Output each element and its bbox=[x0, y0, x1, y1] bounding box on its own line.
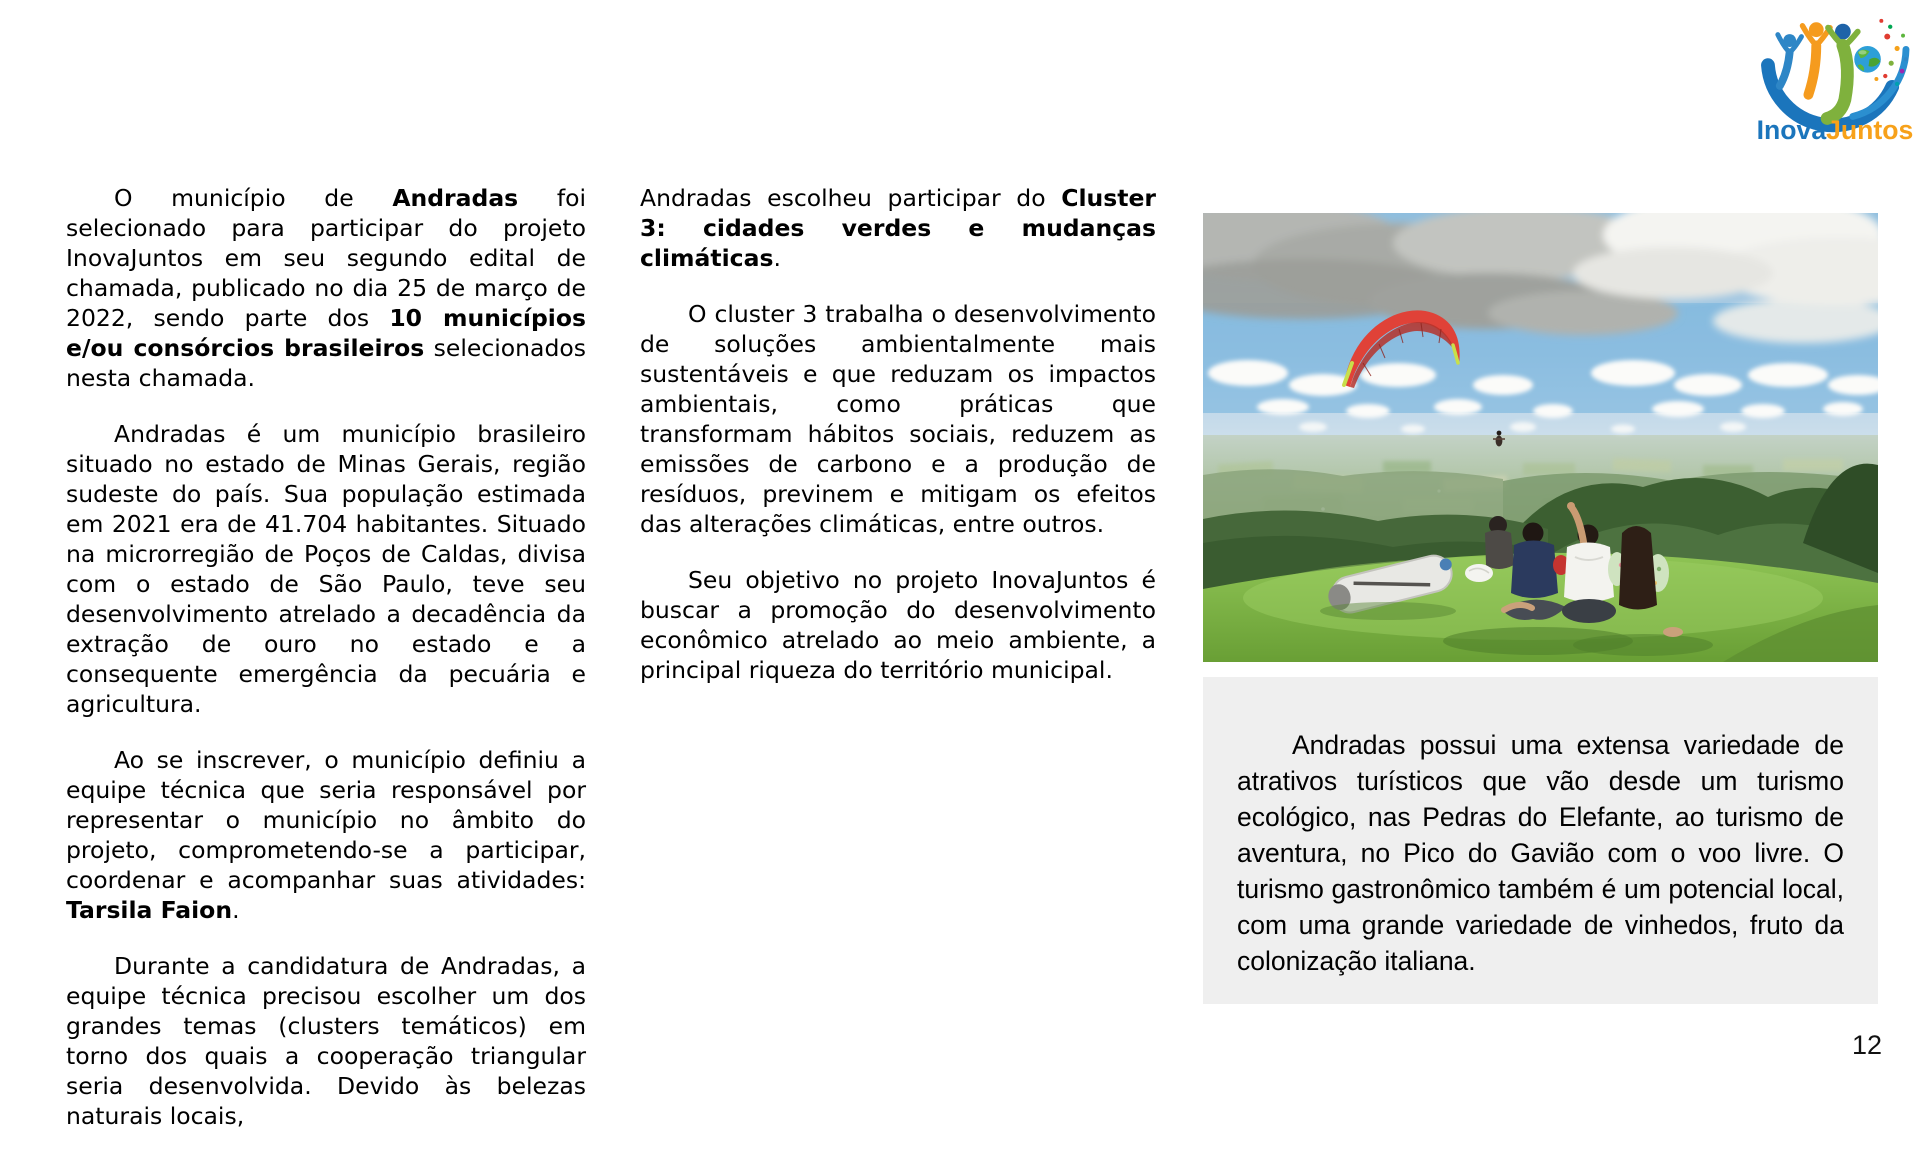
logo-wordmark bbox=[1757, 115, 1914, 145]
middle-text-column bbox=[640, 183, 1156, 711]
text-run-bold: Cluster 3: cidades verdes e mudanças climáticas bbox=[640, 184, 1156, 272]
text-run: Ao se inscrever, o município definiu a equipe técnica que seria responsável por representar o município no âmbito do projeto, comprometendo-se a participar, coordenar e acompanhar suas atividades: bbox=[66, 746, 586, 894]
logo-wordmark-inova: Inova bbox=[1756, 115, 1827, 146]
text-run: O cluster 3 trabalha o desenvolvimento de soluções ambientalmente mais sustentáveis e que reduzam os impactos ambientais, como práticas que transformam hábitos sociais, reduzem as emissões de carbono e a produção de resíduos, previnem e mitigam os efeitos das alterações climáticas, entre outros. bbox=[640, 300, 1156, 538]
text-run: Seu objetivo no projeto InovaJuntos é buscar a promoção do desenvolvimento econômico atrelado ao meio ambiente, a principal riqueza do território municipal. bbox=[640, 566, 1156, 684]
text-run: selecionados nesta chamada. bbox=[66, 334, 586, 392]
inovajuntos-logo bbox=[1756, 8, 1914, 148]
person-figure-green bbox=[1827, 24, 1858, 119]
paragraph bbox=[66, 745, 586, 925]
paragraph bbox=[66, 183, 586, 393]
left-text-column bbox=[66, 183, 586, 1157]
inovajuntos-logo-graphic bbox=[1756, 8, 1914, 148]
paragraph bbox=[66, 951, 586, 1131]
text-run-bold: Tarsila Faion bbox=[66, 896, 233, 924]
text-run: . bbox=[773, 244, 781, 272]
paragraph bbox=[640, 565, 1156, 685]
paragraph bbox=[640, 299, 1156, 539]
text-run: Durante a candidatura de Andradas, a equipe técnica precisou escolher um dos grandes temas (clusters temáticos) em torno dos quais a cooperação triangular seria desenvolvida. Devido às belezas naturais locais, bbox=[66, 952, 586, 1130]
text-run: foi selecionado para participar do projeto InovaJuntos em seu segundo edital de chamada, publicado no dia 25 de março de 2022, sendo parte dos bbox=[66, 184, 587, 332]
page-number: 12 bbox=[1851, 1030, 1882, 1060]
logo-wordmark-juntos: Juntos bbox=[1826, 115, 1914, 146]
globe-icon bbox=[1854, 46, 1881, 73]
text-run: Andradas escolheu participar do bbox=[640, 184, 1062, 212]
text-run: Andradas possui uma extensa variedade de atrativos turísticos que vão desde um turismo ecológico, nas Pedras do Elefante, ao turismo de aventura, no Pico do Gavião com o voo livre. O turismo gastronômico também é um potencial local, com uma grande variedade de vinhedos, fruto da colonização italiana. bbox=[1237, 730, 1844, 976]
text-run: Andradas é um município brasileiro situado no estado de Minas Gerais, região sudeste do país. Sua população estimada em 2021 era de 41.704 habitantes. Situado na microrregião de Poços de Caldas, divisa com o estado de São Paulo, teve seu desenvolvimento atrelado a decadência da extração de ouro no estado e a consequente emergência da pecuária e agricultura. bbox=[66, 420, 586, 718]
photo-paragliding-pico-do-gaviao bbox=[1203, 213, 1878, 662]
text-run: . bbox=[232, 896, 240, 924]
paragraph bbox=[640, 183, 1156, 273]
person-figure-orange bbox=[1802, 22, 1830, 94]
tourism-caption-box bbox=[1203, 677, 1878, 1004]
person-figure-blue bbox=[1778, 34, 1802, 86]
text-run-bold: 10 municípios e/ou consórcios brasileiros bbox=[66, 304, 586, 362]
text-run: O município de bbox=[114, 184, 393, 212]
paragraph bbox=[1237, 727, 1844, 979]
text-run-bold: Andradas bbox=[392, 184, 519, 212]
paragraph bbox=[66, 419, 586, 719]
